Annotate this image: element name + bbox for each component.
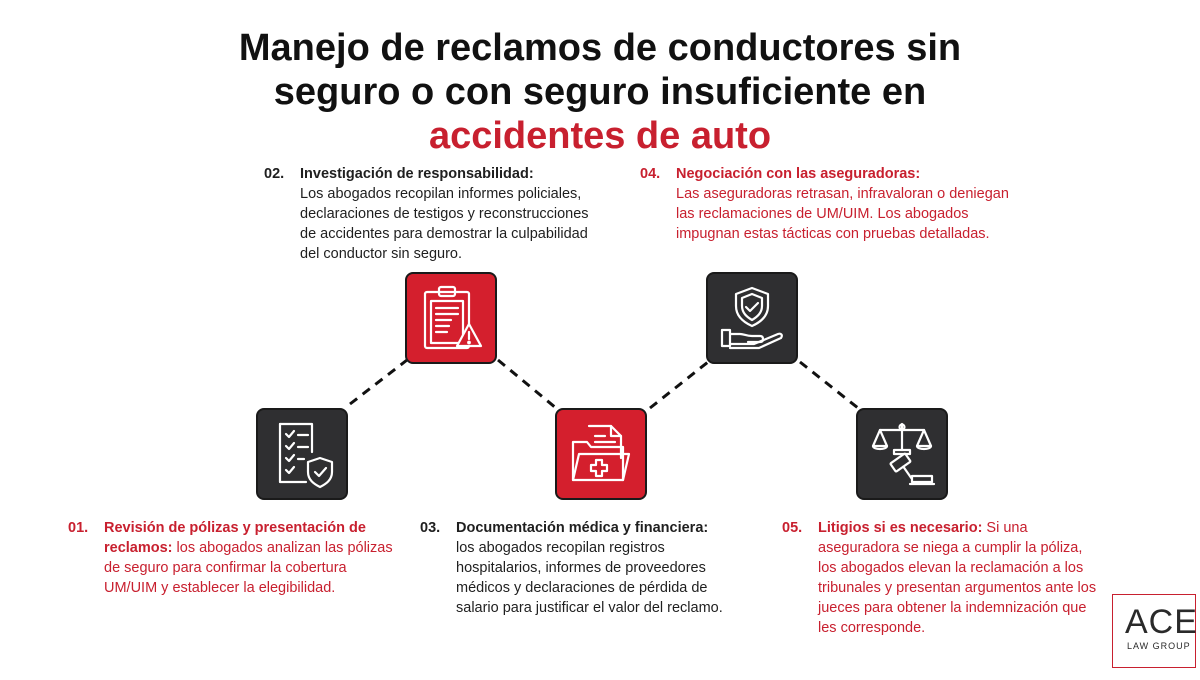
- icon-box-02: [405, 272, 497, 364]
- medical-folder-icon: [565, 418, 637, 490]
- connector-2-3: [498, 360, 556, 408]
- step-text: los abogados analizan las pólizas de seguro para confirmar la cobertura UM/UIM y establecer la elegibilidad.: [104, 540, 393, 596]
- step-03: [420, 518, 750, 618]
- icon-box-03: [555, 408, 647, 500]
- clipboard-warning-icon: [415, 282, 487, 354]
- logo-law-group-text: LAW GROUP: [1127, 641, 1191, 651]
- title-line-1: Manejo de reclamos de conductores sin: [238, 27, 962, 69]
- ace-law-group-logo: [1112, 594, 1196, 668]
- step-text: los abogados recopilan registros hospitalarios, informes de proveedores médicos y declaraciones de pérdida de salario para justificar el valor del reclamo.: [456, 540, 723, 616]
- title-line-2: seguro o con seguro insuficiente en: [273, 71, 927, 113]
- step-number: 04.: [640, 166, 661, 182]
- step-01: [68, 518, 398, 598]
- step-heading: Documentación médica y financiera:: [456, 520, 709, 536]
- hand-shield-icon: [716, 282, 788, 354]
- connector-4-5: [800, 362, 858, 408]
- connector-3-4: [650, 362, 708, 408]
- step-text: Las aseguradoras retrasan, infravaloran o deniegan las reclamaciones de UM/UIM. Los abogados impugnan estas tácticas con pruebas detalladas.: [676, 186, 1009, 242]
- step-05: [782, 518, 1102, 638]
- step-02: [264, 164, 594, 264]
- step-text: Si una aseguradora se niega a cumplir la póliza, los abogados elevan la reclamación a los tribunales y presentan argumentos ante los jueces para obtener la indemnización que les corresponde.: [818, 520, 1097, 636]
- connector-1-2: [350, 360, 407, 404]
- icon-box-04: [706, 272, 798, 364]
- title-line-3: accidentes de auto: [428, 115, 772, 157]
- step-number: 05.: [782, 520, 803, 536]
- step-heading: Litigios si es necesario:: [818, 520, 983, 536]
- step-heading: Revisión de pólizas y presentación de reclamos:: [104, 520, 366, 556]
- logo-ace-text: ACE: [1125, 603, 1198, 641]
- icon-box-01: [256, 408, 348, 500]
- checklist-shield-icon: [266, 418, 338, 490]
- step-04: [640, 164, 1010, 244]
- step-number: 01.: [68, 520, 89, 536]
- step-heading: Investigación de responsabilidad:: [300, 166, 534, 182]
- step-number: 03.: [420, 520, 441, 536]
- step-text: Los abogados recopilan informes policiales, declaraciones de testigos y reconstrucciones de accidentes para demostrar la culpabilidad del conductor sin seguro.: [300, 186, 589, 262]
- icon-box-05: [856, 408, 948, 500]
- step-heading: Negociación con las aseguradoras:: [676, 166, 921, 182]
- step-number: 02.: [264, 166, 285, 182]
- scales-gavel-icon: [866, 418, 938, 490]
